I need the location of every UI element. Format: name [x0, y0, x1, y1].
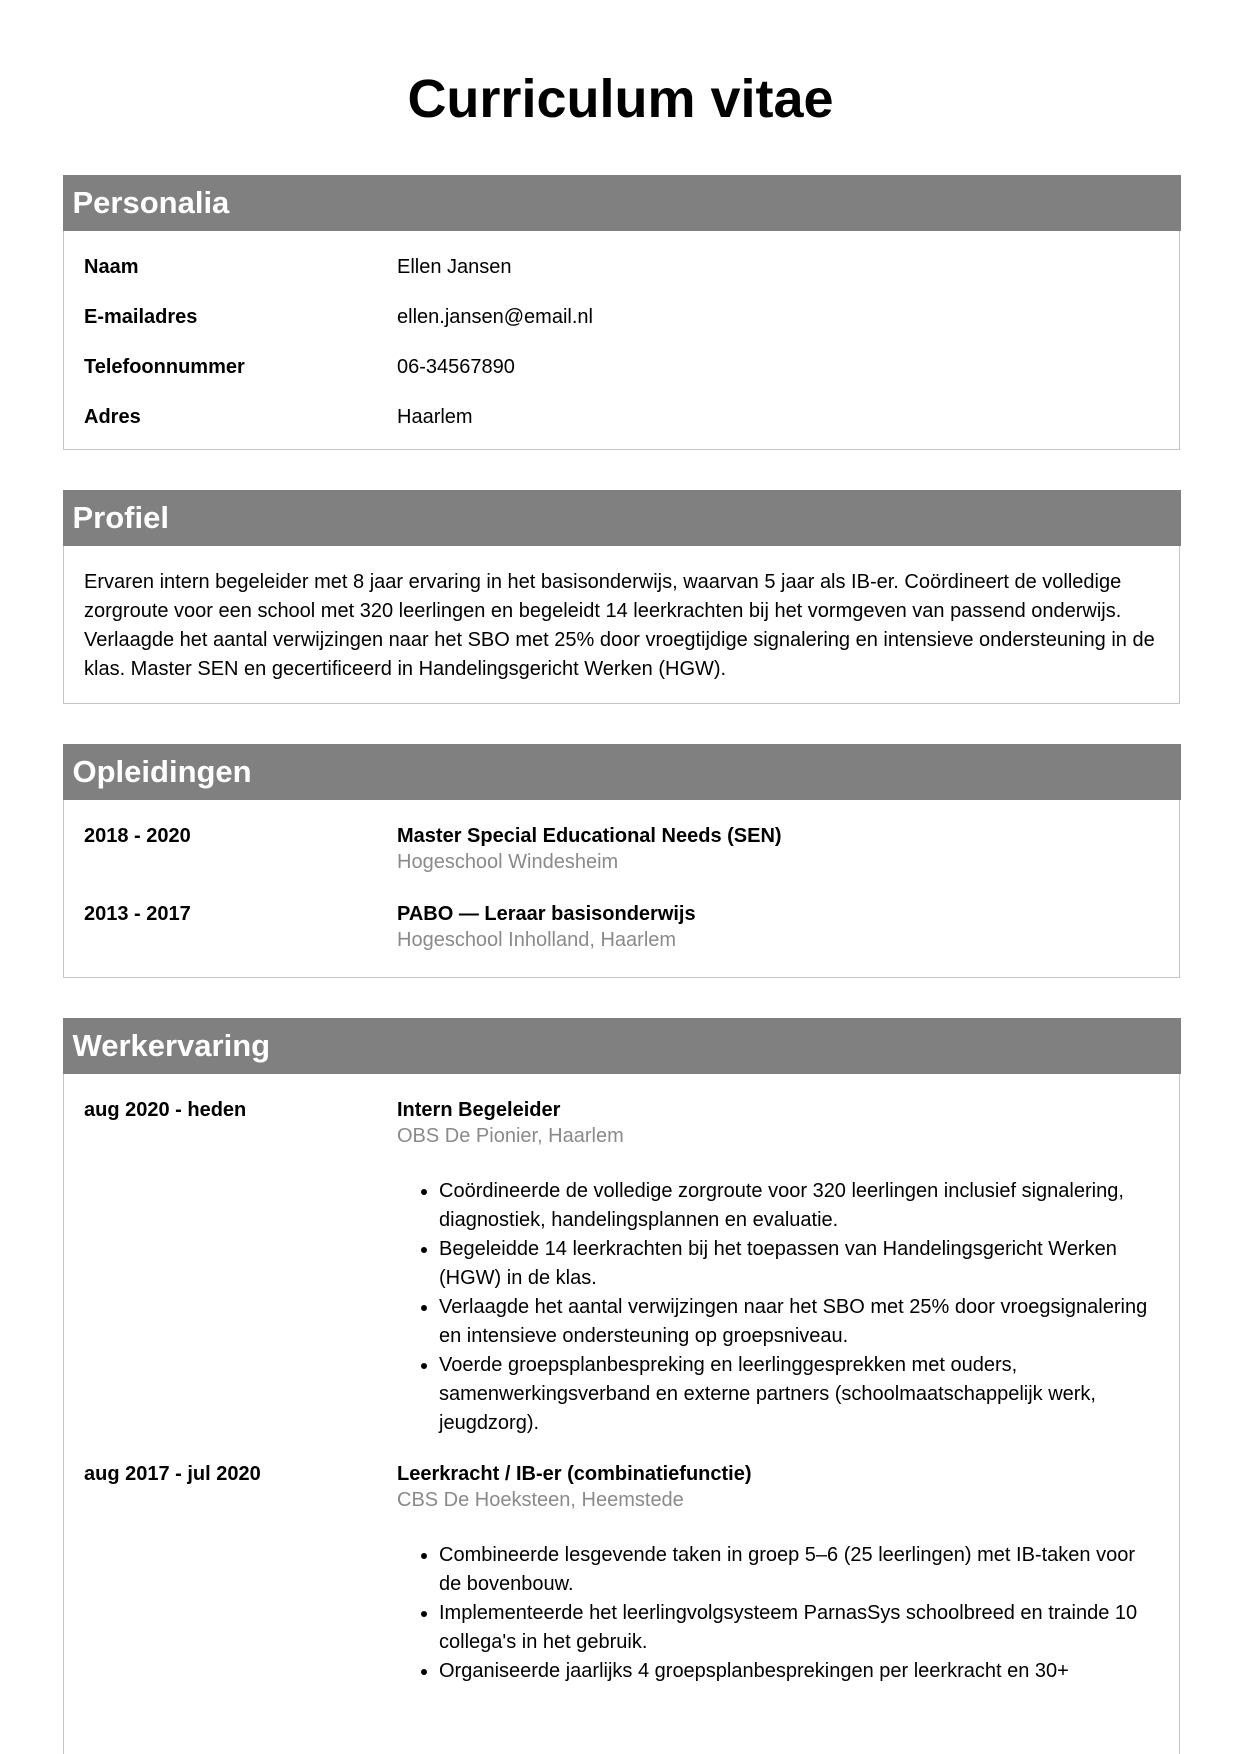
list-item: • Coördineerde de volledige zorgroute voor 320 leerlingen inclusief signalering, diagnostiek, handelingsplannen en evaluatie.: [439, 1177, 1159, 1235]
profile-text: Ervaren intern begeleider met 8 jaar ervaring in het basisonderwijs, waarvan 5 jaar als IB-er. Coördineert de volledige zorgroute voor een school met 320 leerlingen en begeleidt 14 leerkrachten bij het vormgeven van passend onderwijs. Verlaagde het aantal verwijzingen naar het SBO met 25% door vroegtijdige signalering en intensieve ondersteuning in de klas. Master SEN en gecertificeerd in Handelingsgericht Werken (HGW).: [84, 571, 1155, 680]
email-value: ellen.jansen@email.nl: [397, 306, 593, 328]
education-entry: [84, 902, 1159, 980]
email-label: E-mailadres: [84, 306, 198, 328]
phone-label: Telefoonnummer: [84, 356, 245, 378]
personalia-row-phone: [84, 355, 1159, 405]
job-title: Intern Begeleider: [397, 1099, 561, 1121]
education-date: 2013 - 2017: [84, 903, 191, 925]
work-entry: [84, 1098, 1159, 1462]
list-item: • Implementeerde het leerlingvolgsysteem ParnasSys schoolbreed en trainde 10 collega's in het gebruik.: [439, 1599, 1159, 1657]
education-entry: [84, 824, 1159, 902]
job-bullets: [397, 1177, 1159, 1438]
address-label: Adres: [84, 406, 141, 428]
list-item: • Combineerde lesgevende taken in groep 5–6 (25 leerlingen) met IB-taken voor de bovenbouw.: [439, 1541, 1159, 1599]
employer: CBS De Hoeksteen, Heemstede: [397, 1489, 684, 1511]
document-title: Curriculum vitae: [407, 69, 834, 129]
profiel-section: [63, 490, 1180, 704]
name-label: Naam: [84, 256, 139, 278]
work-entry: [84, 1462, 1159, 1686]
werkervaring-section: [63, 1018, 1180, 1754]
phone-value: 06-34567890: [397, 356, 515, 378]
employer: OBS De Pionier, Haarlem: [397, 1125, 624, 1147]
work-date: aug 2017 - jul 2020: [84, 1463, 261, 1485]
personalia-row-email: [84, 305, 1159, 355]
education-date: 2018 - 2020: [84, 825, 191, 847]
list-item: • Organiseerde jaarlijks 4 groepsplanbesprekingen per leerkracht en 30+: [439, 1657, 1159, 1686]
name-value: Ellen Jansen: [397, 256, 512, 278]
personalia-row-address: [84, 405, 1159, 455]
personalia-row-name: [84, 255, 1159, 305]
personalia-header: Personalia: [63, 175, 1181, 231]
profiel-header: Profiel: [63, 490, 1181, 546]
list-item: • Voerde groepsplanbespreking en leerlinggesprekken met ouders, samenwerkingsverband en externe partners (schoolmaatschappelijk werk, jeugdzorg).: [439, 1351, 1159, 1438]
opleidingen-header: Opleidingen: [63, 744, 1181, 800]
job-bullets: [397, 1541, 1159, 1686]
education-title: Master Special Educational Needs (SEN): [397, 825, 782, 847]
job-title: Leerkracht / IB-er (combinatiefunctie): [397, 1463, 752, 1485]
education-institution: Hogeschool Inholland, Haarlem: [397, 929, 677, 951]
address-value: Haarlem: [397, 406, 473, 428]
list-item: • Begeleidde 14 leerkrachten bij het toepassen van Handelingsgericht Werken (HGW) in de klas.: [439, 1235, 1159, 1293]
work-date: aug 2020 - heden: [84, 1099, 247, 1121]
werkervaring-header: Werkervaring: [63, 1018, 1181, 1074]
list-item: • Verlaagde het aantal verwijzingen naar het SBO met 25% door vroegsignalering en intensieve ondersteuning op groepsniveau.: [439, 1293, 1159, 1351]
education-institution: Hogeschool Windesheim: [397, 851, 619, 873]
opleidingen-section: [63, 744, 1180, 978]
personalia-section: [63, 175, 1180, 450]
education-title: PABO — Leraar basisonderwijs: [397, 903, 696, 925]
